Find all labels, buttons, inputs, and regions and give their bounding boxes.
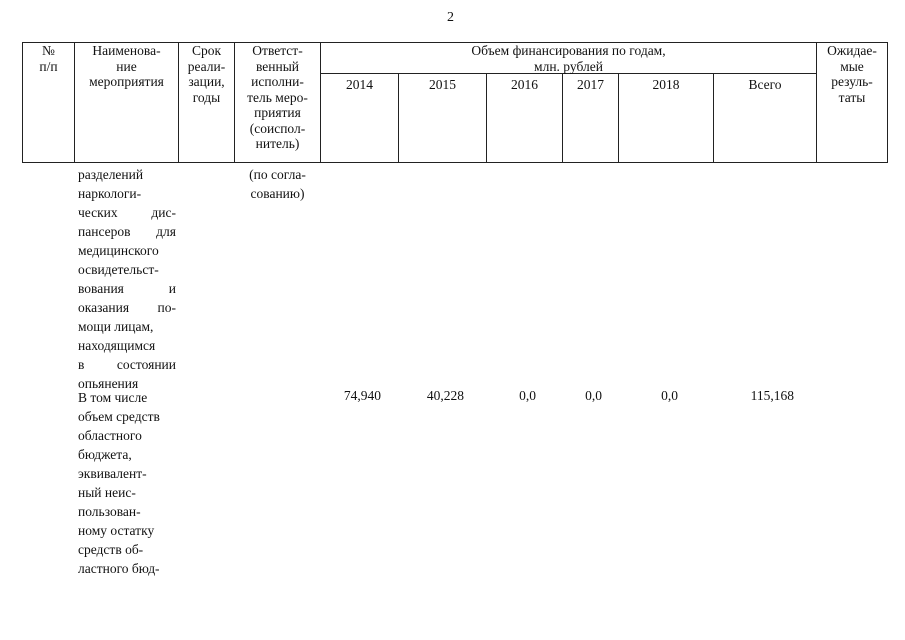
word: и — [168, 281, 176, 296]
value-2016: 0,0 — [519, 388, 536, 403]
row1-name: разделений наркологи- ческих дис- пансеров для медицинского освидетельст- вования и оказания по- мощи лицам, находящимся в состоянии опьянения — [78, 167, 176, 391]
word: вования — [78, 281, 124, 296]
header-results: Ожидае- мые резуль- таты — [827, 43, 877, 105]
value-2015: 40,228 — [426, 388, 464, 403]
value-2017: 0,0 — [585, 388, 602, 403]
row1-responsible: (по согла- сованию) — [249, 167, 306, 201]
header-term: Срок реали- зации, годы — [187, 43, 226, 105]
header-year-2017: 2017 — [577, 77, 604, 92]
word: для — [156, 224, 176, 239]
word: пансеров — [78, 224, 131, 239]
word: состоянии — [116, 357, 176, 372]
header-name: Наименова- ние мероприятия — [89, 43, 164, 89]
page-number: 2 — [447, 10, 454, 25]
header-funding-title: Объем финансирования по годам, млн. рублей — [471, 43, 666, 74]
header-year-2018: 2018 — [652, 77, 680, 92]
header-total: Всего — [748, 77, 782, 92]
word: дис- — [151, 205, 176, 220]
value-2014: 74,940 — [343, 388, 381, 403]
table-header — [22, 42, 888, 163]
header-responsible: Ответст- венный исполни- тель меро- приятия (соиспол- нитель) — [247, 43, 308, 151]
row2-name: В том числе объем средств областного бюджета, эквивалент- ный неис- пользован- ному остатку средств об- ластного бюд- — [78, 390, 160, 576]
word: в — [78, 357, 85, 372]
header-year-2015: 2015 — [429, 77, 456, 92]
word: ческих — [78, 205, 118, 220]
header-num: № п/п — [39, 43, 58, 74]
word: по- — [157, 300, 176, 315]
header-year-2016: 2016 — [511, 77, 538, 92]
value-2018: 0,0 — [661, 388, 678, 403]
value-total: 115,168 — [750, 388, 794, 403]
header-year-2014: 2014 — [346, 77, 373, 92]
word: оказания — [78, 300, 130, 315]
